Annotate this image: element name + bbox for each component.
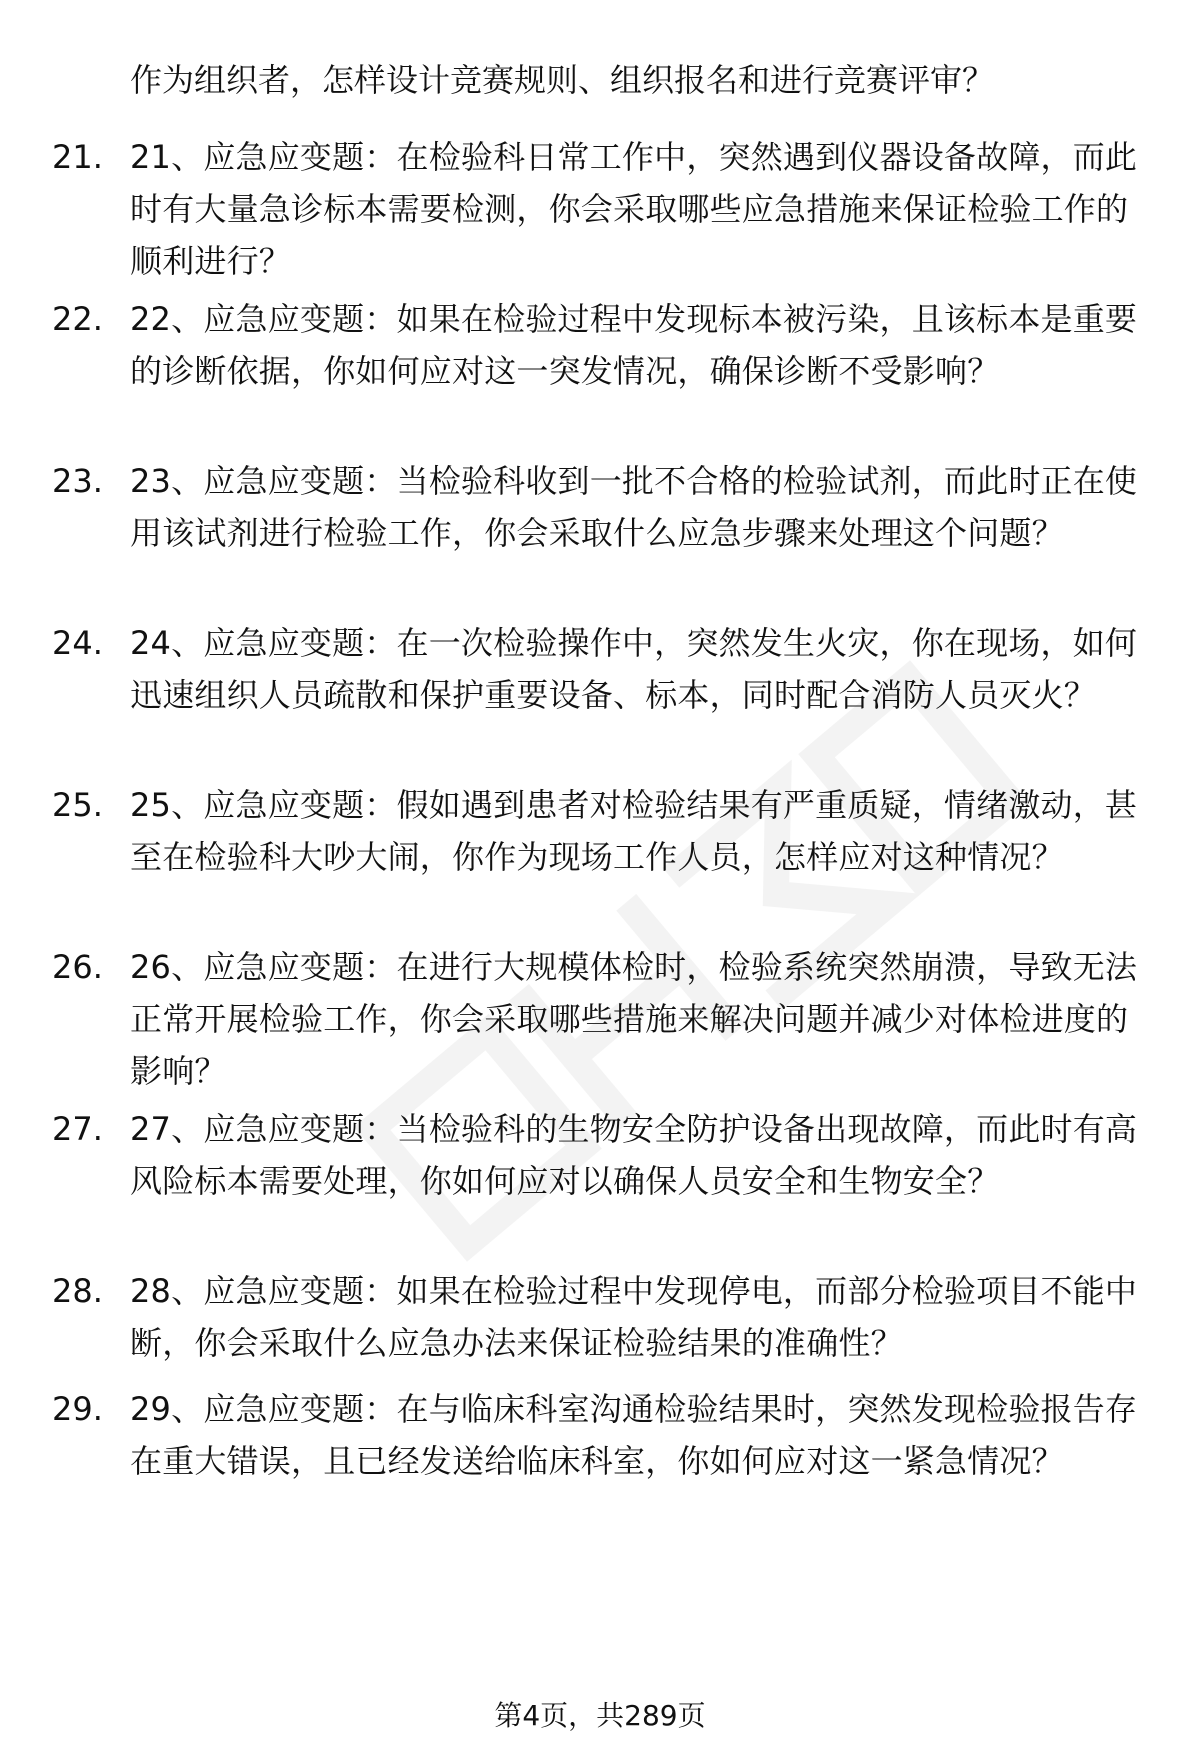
question-number: 22. xyxy=(52,300,103,338)
question-text: 23、应急应变题：当检验科收到一批不合格的检验试剂，而此时正在使用该试剂进行检验工作，你会采取什么应急步骤来处理这个问题？ xyxy=(130,462,1138,552)
question-text: 21、应急应变题：在检验科日常工作中，突然遇到仪器设备故障，而此时有大量急诊标本需要检测，你会采取哪些应急措施来保证检验工作的顺利进行？ xyxy=(130,138,1138,280)
question-text: 27、应急应变题：当检验科的生物安全防护设备出现故障，而此时有高风险标本需要处理，你如何应对以确保人员安全和生物安全？ xyxy=(130,1110,1138,1200)
question-number: 23. xyxy=(52,462,103,500)
question-number: 28. xyxy=(52,1272,103,1310)
question-number: 27. xyxy=(52,1110,103,1148)
question-number: 29. xyxy=(52,1390,103,1428)
question-text: 24、应急应变题：在一次检验操作中，突然发生火灾，你在现场，如何迅速组织人员疏散和保护重要设备、标本，同时配合消防人员灭火？ xyxy=(130,624,1138,714)
question-text: 28、应急应变题：如果在检验过程中发现停电，而部分检验项目不能中断，你会采取什么应急办法来保证检验结果的准确性？ xyxy=(130,1272,1138,1362)
question-number: 26. xyxy=(52,948,103,986)
page-footer: 第4页，共289页 xyxy=(494,1699,706,1732)
question-text: 25、应急应变题：假如遇到患者对检验结果有严重质疑，情绪激动，甚至在检验科大吵大闹，你作为现场工作人员，怎样应对这种情况？ xyxy=(130,786,1138,876)
question-number: 25. xyxy=(52,786,103,824)
question-number: 21. xyxy=(52,138,103,176)
question-text: 22、应急应变题：如果在检验过程中发现标本被污染，且该标本是重要的诊断依据，你如何应对这一突发情况，确保诊断不受影响？ xyxy=(130,300,1138,390)
question-text: 29、应急应变题：在与临床科室沟通检验结果时，突然发现检验报告存在重大错误，且已经发送给临床科室，你如何应对这一紧急情况？ xyxy=(130,1390,1138,1480)
question-text: 26、应急应变题：在进行大规模体检时，检验系统突然崩溃，导致无法正常开展检验工作，你会采取哪些措施来解决问题并减少对体检进度的影响？ xyxy=(130,948,1138,1090)
continued-question-line: 作为组织者，怎样设计竞赛规则、组织报名和进行竞赛评审？ xyxy=(130,61,995,99)
question-number: 24. xyxy=(52,624,103,662)
